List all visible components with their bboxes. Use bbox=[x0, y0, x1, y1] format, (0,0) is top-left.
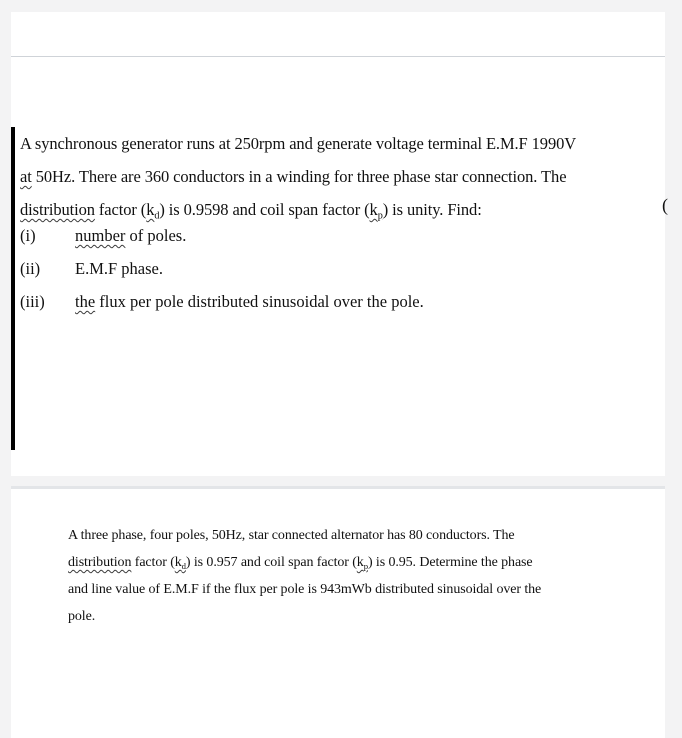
spellcheck-word: distribution bbox=[20, 200, 95, 219]
problem-2-line-3: and line value of E.M.F if the flux per pole is 943mWb distributed sinusoidal over the bbox=[68, 582, 542, 597]
item-text: number of poles. bbox=[75, 226, 187, 245]
page-top-divider bbox=[11, 56, 665, 57]
page-top-divider bbox=[11, 486, 665, 489]
problem-2-line-2: distribution factor $(k_d)$ is 0.957 and coil span factor $(k_p)$ is 0.95. Determine the phase bbox=[68, 555, 533, 572]
item-text: the flux per pole distributed sinusoidal over the pole. bbox=[75, 292, 424, 311]
problem-2-line-1: A three phase, four poles, 50Hz, star connected alternator has 80 conductors. The bbox=[68, 528, 515, 543]
document-page-2 bbox=[11, 486, 665, 738]
spellcheck-word: at bbox=[20, 167, 32, 186]
stray-parenthesis: ( bbox=[662, 195, 668, 215]
problem-1-line-3: distribution factor $(k_d)$ is 0.9598 and coil span factor $(k_p)$ is unity. Find: bbox=[20, 200, 482, 222]
kd-symbol: $k_d$ bbox=[174, 555, 186, 572]
item-number: (ii) bbox=[20, 259, 41, 278]
item-number: (i) bbox=[20, 226, 36, 245]
item-number: (iii) bbox=[20, 292, 45, 311]
problem-2-statement bbox=[68, 522, 638, 630]
kp-symbol: $k_p$ bbox=[369, 200, 383, 222]
document-page-1 bbox=[11, 12, 668, 476]
left-margin-bar bbox=[11, 127, 15, 450]
problem-1-statement bbox=[20, 127, 660, 226]
item-text: E.M.F phase. bbox=[75, 259, 163, 278]
problem-2-line-4: pole. bbox=[68, 609, 96, 624]
problem-1-line-1: A synchronous generator runs at 250rpm and generate voltage terminal E.M.F 1990V bbox=[20, 134, 577, 153]
kp-symbol: $k_p$ bbox=[356, 555, 368, 572]
problem-1-line-2: at 50Hz. There are 360 conductors in a winding for three phase star connection. The bbox=[20, 167, 567, 186]
kd-symbol: $k_d$ bbox=[146, 200, 160, 222]
spellcheck-word: distribution bbox=[68, 555, 132, 570]
